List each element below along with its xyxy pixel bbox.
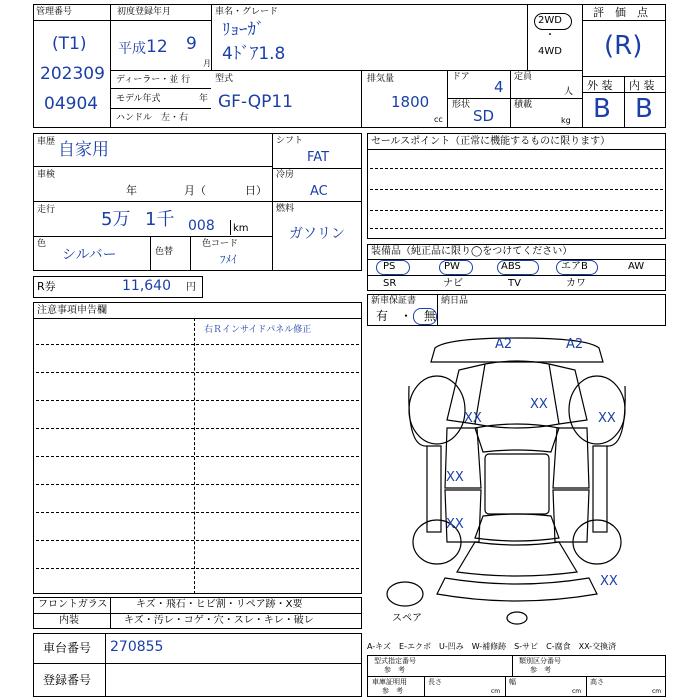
shape-label: 形状 [452, 100, 471, 110]
door-label: ドア [452, 72, 470, 82]
footer-f3: 類別区分番号 [519, 657, 561, 665]
car-name: ﾘｮｰｶﾞ [222, 20, 265, 40]
diagram-xx-right-rear: XX [600, 574, 618, 589]
load-unit: kg [561, 116, 571, 125]
equip-label: 装備品（純正品に限り◯をつけてください） [371, 246, 573, 257]
equip-ps: PS [383, 261, 396, 272]
shaken-month: 月（ [184, 184, 206, 197]
shift-value: FAT [307, 150, 330, 165]
delivery-label: 納日品 [441, 296, 469, 306]
door-value: 4 [494, 78, 504, 96]
glass-text: キズ・飛石・ヒビ割・リペア跡・X要 [136, 599, 303, 610]
diagram-rear-bumper [437, 578, 597, 601]
shaken-label: 車検 [37, 170, 56, 180]
fuel-label: 燃料 [276, 204, 295, 214]
equip-pw: PW [444, 261, 460, 272]
footer-f1: 型式指定番号 [374, 657, 416, 665]
reg-label: 初度登録年月 [117, 7, 172, 17]
color-code: ﾌﾒｲ [220, 253, 237, 266]
shaken-day: 日） [245, 184, 267, 197]
footer-f2: 参 考 [384, 666, 405, 674]
color-code-label: 色コード [202, 239, 239, 249]
mileage-label: 走行 [37, 205, 56, 215]
rating-int: B [635, 94, 653, 124]
car-grade: 4ﾄﾞｱ1.8 [222, 44, 286, 64]
diagram-trunk [457, 542, 577, 576]
drive-2wd: 2WD [538, 15, 562, 26]
mileage-sen: 1千 [145, 209, 175, 230]
car-label: 車名・グレード [215, 7, 279, 17]
diagram-xx-right-front: XX [598, 411, 616, 426]
history-value: 自家用 [58, 140, 109, 160]
color-label: 色 [37, 239, 47, 249]
diagram-spare [387, 582, 423, 606]
diagram-a2-right: A2 [566, 337, 584, 352]
chassis-value: 270855 [110, 639, 164, 655]
capacity-label: 定員 [514, 72, 533, 82]
shape-value: SD [473, 107, 495, 125]
diagram-a2-left: A2 [495, 337, 513, 352]
notes-line1: 右Ｒインサイドパネル修正 [204, 325, 312, 335]
model-year-unit: 年 [199, 94, 209, 104]
equip-abs: ABS [501, 261, 521, 272]
footer-f7: 長さ [428, 678, 442, 686]
drive-4wd: 4WD [538, 46, 562, 57]
mgmt-code: (T1) [52, 34, 87, 54]
model-year-label: モデル年式 [116, 94, 161, 104]
footer-cm2: cm [572, 688, 582, 695]
footer-f8: 幅 [509, 678, 516, 686]
rating-value: (R) [604, 31, 643, 61]
shift-label: シフト [276, 136, 304, 146]
diagram-xx-left-front: XX [464, 411, 482, 426]
color-value: シルバー [62, 247, 117, 263]
footer-cm3: cm [652, 688, 662, 695]
mileage-man: 5万 [101, 209, 131, 230]
interior-label: 内装 [59, 615, 79, 626]
warranty-label: 新車保証書 [371, 296, 417, 306]
reg-era: 平成 [118, 41, 146, 57]
reg-month-unit: 月 [203, 59, 211, 68]
car-diagram [367, 328, 666, 628]
rating-int-label: 内 装 [629, 79, 655, 92]
diagram-xx-left-mid: XX [446, 470, 464, 485]
chassis-label: 車台番号 [43, 641, 92, 655]
regno-label: 登録番号 [43, 673, 92, 687]
mgmt-num2: 04904 [44, 94, 99, 114]
reg-year: 12 [146, 37, 168, 57]
ac-value: AC [310, 184, 328, 199]
ac-label: 冷房 [276, 170, 295, 180]
diagram-xx-left-rear: XX [446, 517, 464, 532]
equip-aw: AW [628, 261, 645, 272]
warranty-none-circle [413, 308, 437, 325]
load-label: 積載 [514, 100, 533, 110]
disp-unit: cc [434, 115, 443, 124]
equip-airbag: エアB [561, 261, 588, 272]
footer-cm1: cm [491, 688, 501, 695]
damage-legend: A-キズ E-エクボ U-凹み W-補修跡 S-サビ C-腐食 XX-交換済 [367, 642, 617, 651]
type-label: 型式 [215, 74, 234, 84]
color-change-label: 色替 [155, 247, 174, 257]
reg-month: 9 [186, 34, 197, 54]
equip-leather: カワ [566, 278, 586, 289]
mileage-rest: 008 [188, 218, 215, 234]
disp-value: 1800 [391, 93, 430, 111]
capacity-unit: 人 [564, 87, 574, 97]
recycle-value: 11,640 [122, 278, 171, 294]
dealer-label: ディーラー・並 行 [116, 75, 191, 85]
notes-frame [33, 302, 362, 594]
diagram-xx-hood: XX [530, 397, 548, 412]
disp-label: 排気量 [367, 74, 395, 84]
equip-tv: TV [508, 278, 521, 289]
warranty-value: 有 ・ 無 [376, 309, 437, 323]
glass-label: フロントガラス [38, 599, 108, 610]
rating-ext-label: 外 装 [587, 79, 613, 92]
equip-sr: SR [383, 278, 397, 289]
fuel-value: ガソリン [289, 226, 345, 242]
recycle-label: R券 [37, 280, 56, 293]
footer-f4: 参 考 [530, 666, 551, 674]
rating-label: 評 価 点 [593, 6, 648, 19]
mgmt-num1: 202309 [40, 64, 105, 84]
history-label: 車歴 [37, 137, 56, 147]
drive-dot: ・ [545, 30, 555, 41]
footer-f6: 参 考 [382, 687, 403, 695]
shaken-year: 年 [126, 184, 137, 197]
diagram-spare-label: スペア [392, 613, 422, 624]
handle-label: ハンドル 左・右 [116, 113, 189, 123]
recycle-unit: 円 [186, 282, 196, 293]
recycle-frame [33, 276, 203, 298]
diagram-hood [475, 361, 559, 428]
notes-label: 注意事項申告欄 [37, 305, 107, 316]
diagram-roof [485, 454, 549, 514]
mileage-unit: km [233, 223, 249, 234]
sales-label: セールスポイント（正常に機能するものに限ります） [371, 136, 611, 147]
rating-ext: B [593, 94, 611, 124]
mgmt-label: 管理番号 [36, 7, 73, 17]
equip-navi: ナビ [443, 278, 463, 289]
footer-f9: 高さ [590, 678, 604, 686]
footer-f5: 車庫証明用 [372, 678, 407, 686]
type-value: GF-QP11 [218, 92, 293, 112]
interior-text: キズ・汚レ・コゲ・穴・スレ・キレ・破レ [124, 615, 314, 626]
